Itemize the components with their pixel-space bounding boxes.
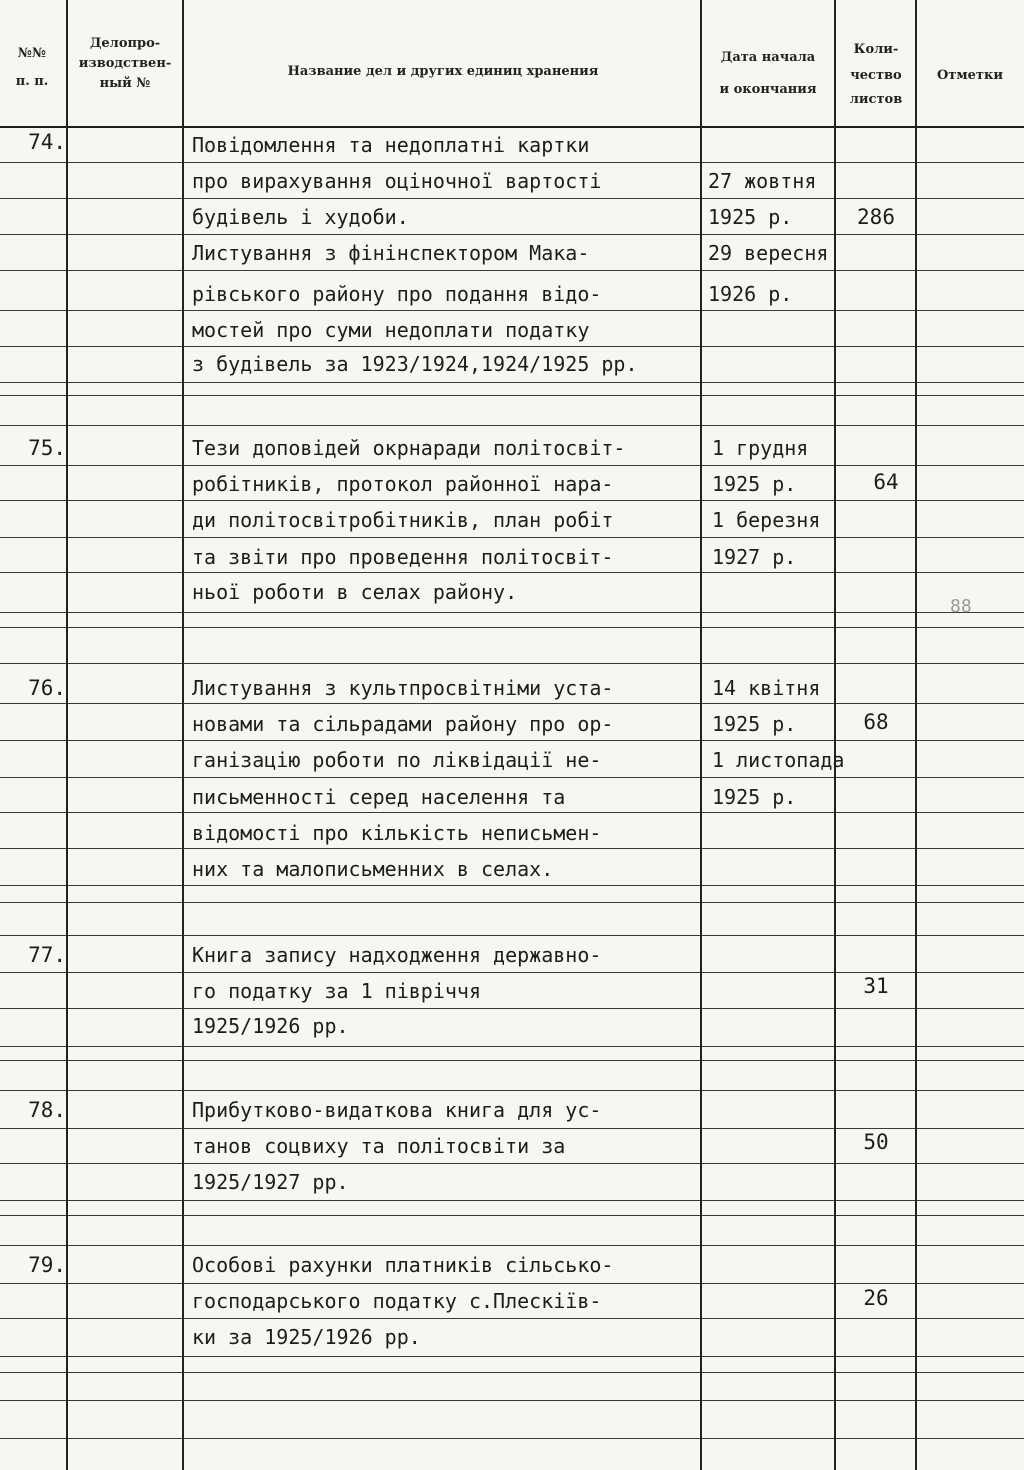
ruled-line	[0, 1200, 1024, 1201]
record-number: 75.	[28, 436, 66, 460]
ruled-line	[0, 1060, 1024, 1061]
header-col-title: Название дел и других единиц хранения	[287, 64, 599, 79]
record-title-line: та звіти про проведення політосвіт-	[192, 545, 614, 569]
ruled-line	[0, 1046, 1024, 1047]
ruled-line	[0, 1245, 1024, 1246]
record-sheet-count: 68	[863, 710, 889, 734]
ruled-line	[0, 1128, 1024, 1129]
ruled-line	[0, 740, 1024, 741]
record-title-line: мостей про суми недоплати податку	[192, 318, 590, 342]
record-title-line: відомості про кількість неписьмен-	[192, 821, 602, 845]
ruled-line	[0, 234, 1024, 235]
ruled-line	[0, 1090, 1024, 1091]
ruled-line	[0, 1318, 1024, 1319]
ruled-line	[0, 627, 1024, 628]
record-date-line: 1925 р.	[712, 785, 797, 809]
header-bottom-rule	[0, 126, 1024, 128]
ruled-line	[0, 1163, 1024, 1164]
ruled-line	[0, 162, 1024, 163]
record-title-line: Книга запису надходження державно-	[192, 943, 602, 967]
record-date-line: 1 грудня	[712, 436, 809, 460]
record-date-line: 14 квітня	[712, 676, 821, 700]
ruled-line	[0, 1283, 1024, 1284]
header-col-count: Коли- чество листов	[849, 42, 903, 107]
ruled-line	[0, 663, 1024, 664]
record-title-line: будівель і худоби.	[192, 205, 409, 229]
ruled-line	[0, 885, 1024, 886]
record-sheet-count: 286	[857, 205, 895, 229]
record-title-line: господарського податку с.Плескіїв-	[192, 1289, 602, 1313]
record-date-line: 1925 р.	[712, 712, 797, 736]
record-title-line: новами та сільрадами району про ор-	[192, 712, 614, 736]
ruled-line	[0, 395, 1024, 396]
ruled-line	[0, 848, 1024, 849]
record-title-line: 1925/1927 рр.	[192, 1170, 349, 1194]
ruled-line	[0, 425, 1024, 426]
record-title-line: ки за 1925/1926 рр.	[192, 1325, 421, 1349]
record-title-line: Листування з культпросвітніми уста-	[192, 676, 614, 700]
record-date-line: 1925 р.	[712, 472, 797, 496]
column-divider	[182, 0, 184, 1470]
margin-mark: 88	[950, 596, 972, 617]
ruled-line	[0, 537, 1024, 538]
record-title-line: ньої роботи в селах району.	[192, 580, 518, 604]
record-sheet-count: 50	[863, 1130, 889, 1154]
record-date-line: 1 березня	[712, 508, 821, 532]
ruled-line	[0, 902, 1024, 903]
record-title-line: танов соцвиху та політосвіти за	[192, 1134, 566, 1158]
record-number: 79.	[28, 1253, 66, 1277]
record-sheet-count: 64	[873, 470, 899, 494]
header-col-notes: Отметки	[936, 68, 1004, 83]
record-number: 76.	[28, 676, 66, 700]
record-sheet-count: 26	[863, 1286, 889, 1310]
record-title-line: Тези доповідей окрнаради політосвіт-	[192, 436, 626, 460]
ruled-line	[0, 703, 1024, 704]
record-date-line: 27 жовтня	[708, 169, 817, 193]
record-number: 78.	[28, 1098, 66, 1122]
record-title-line: Особові рахунки платників сільсько-	[192, 1253, 614, 1277]
record-title-line: робітників, протокол районної нара-	[192, 472, 614, 496]
ruled-line	[0, 572, 1024, 573]
record-number: 74.	[28, 130, 66, 154]
record-title-line: рівського району про подання відо-	[192, 282, 602, 306]
record-title-line: письменності серед населення та	[192, 785, 566, 809]
record-title-line: 1925/1926 рр.	[192, 1014, 349, 1038]
record-title-line: них та малописьменних в селах.	[192, 857, 554, 881]
ruled-line	[0, 198, 1024, 199]
ruled-line	[0, 935, 1024, 936]
record-title-line: го податку за 1 півріччя	[192, 979, 481, 1003]
ruled-line	[0, 1372, 1024, 1373]
record-title-line: Листування з фінінспектором Мака-	[192, 241, 590, 265]
record-title-line: з будівель за 1923/1924,1924/1925 рр.	[192, 352, 638, 376]
ruled-line	[0, 777, 1024, 778]
record-number: 77.	[28, 943, 66, 967]
ruled-line	[0, 612, 1024, 613]
record-title-line: Повідомлення та недоплатні картки	[192, 133, 590, 157]
column-divider	[66, 0, 68, 1470]
ruled-line	[0, 346, 1024, 347]
record-title-line: Прибутково-видаткова книга для ус-	[192, 1098, 602, 1122]
header-col-num: №№ п. п.	[15, 46, 49, 89]
column-divider	[700, 0, 702, 1470]
record-date-line: 1926 р.	[708, 282, 793, 306]
ruled-line	[0, 310, 1024, 311]
ruled-line	[0, 1008, 1024, 1009]
ruled-line	[0, 972, 1024, 973]
record-date-line: 29 вересня	[708, 241, 829, 265]
ruled-line	[0, 500, 1024, 501]
header-col-dates: Дата начала и окончания	[719, 50, 817, 97]
record-date-line: 1925 р.	[708, 205, 793, 229]
ruled-line	[0, 1438, 1024, 1439]
record-date-line: 1 листопада	[712, 748, 845, 772]
ruled-line	[0, 812, 1024, 813]
ruled-line	[0, 1400, 1024, 1401]
ruled-line	[0, 465, 1024, 466]
ruled-line	[0, 1356, 1024, 1357]
header-col-office: Делопро- изводствен- ный №	[78, 36, 172, 91]
ruled-line	[0, 270, 1024, 271]
ruled-line	[0, 1215, 1024, 1216]
record-title-line: про вирахування оціночної вартості	[192, 169, 602, 193]
record-date-line: 1927 р.	[712, 545, 797, 569]
record-title-line: ди політосвітробітників, план робіт	[192, 508, 614, 532]
record-sheet-count: 31	[863, 974, 889, 998]
record-title-line: ганізацію роботи по ліквідації не-	[192, 748, 602, 772]
ruled-line	[0, 382, 1024, 383]
